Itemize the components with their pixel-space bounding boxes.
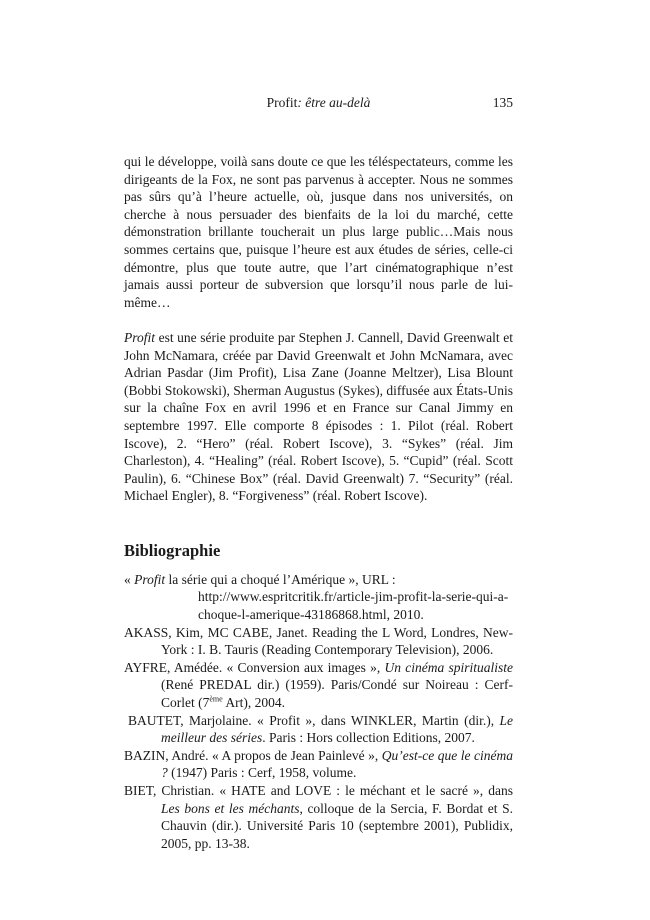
running-title-italic: : être au-delà: [297, 95, 371, 110]
entry-text: «: [124, 571, 135, 587]
entry-text: la série qui a choqué l’Amérique », URL :: [165, 571, 396, 587]
body-paragraph-1: qui le développe, voilà sans doute ce que les téléspectateurs, comme les dirigeants de la Fox, ne sont pas parvenus à accepter. Nous ne sommes pas sûrs qu’à l’heure actuelle, où, jusque dans nos universités, on cherche à nous persuader des bienfaits de la loi du marché, cette démonstration brillante toucherait un plus large public…Mais nous sommes certains que, puisque l’heure est aux études de séries, celle-ci démontre, plus que toute autre, que l’art cinématographique n’est jamais aussi porteur de subversion que lorsqu’il nous parle de lui-même…: [124, 154, 513, 310]
running-header: [124, 94, 513, 112]
entry-italic-title: Profit: [134, 571, 166, 587]
main-text: [124, 153, 513, 852]
entry-text: . Paris : Hors collection Editions, 2007.: [262, 730, 475, 746]
page-number: 135: [492, 95, 513, 110]
bibliography-entry: [124, 782, 513, 852]
entry-superscript: ème: [209, 694, 223, 704]
body-paragraph-2: [124, 329, 513, 505]
entry-text: Art), 2004.: [222, 695, 285, 711]
running-title-roman: Profit: [266, 95, 298, 110]
entry-text: AYFRE, Amédée. « Conversion aux images »,: [124, 659, 385, 675]
entry-text: (1947) Paris : Cerf, 1958, volume.: [167, 765, 357, 781]
running-title: [124, 94, 513, 112]
bibliography-entry: AKASS, Kim, MC CABE, Janet. Reading the L Word, Londres, New-York : I. B. Tauris (Reading Contemporary Television), 2006.: [124, 624, 513, 658]
bibliography-entry: [124, 659, 513, 712]
entry-first-line: [124, 571, 513, 589]
entry-text: BAZIN, André. « A propos de Jean Painlevé »,: [124, 747, 382, 763]
bibliography-heading: Bibliographie: [124, 540, 221, 560]
entry-text: BIET, Christian. « HATE and LOVE : le méchant et le sacré », dans: [124, 783, 513, 798]
entry-text: (René PREDAL dir.) (1959). Paris/Condé sur Noireau : Cerf-Corlet (7: [161, 677, 513, 711]
bibliography-list: [124, 571, 513, 853]
entry-text: BAUTET, Marjolaine. « Profit », dans WINKLER, Martin (dir.),: [128, 712, 500, 728]
entry-italic-title: Un cinéma spiritualiste: [384, 659, 513, 675]
series-title: Profit: [124, 329, 156, 345]
entry-url: http://www.espritcritik.fr/article-jim-profit-la-serie-qui-a-choque-l-amerique-43186868.html, 2010.: [198, 589, 509, 623]
entry-italic-title: Qu’est-ce que le cinéma ?: [161, 747, 513, 781]
bibliography-entry: [124, 571, 513, 624]
bibliography-entry: [124, 747, 513, 782]
entry-italic-title: Les bons et les méchants: [161, 800, 300, 816]
bibliography-entry: [124, 712, 513, 747]
entry-text: , colloque de la Sercia, F. Bordat et S. Chauvin (dir.). Université Paris 10 (septembre 2001), Publidix, 2005, pp. 13-38.: [161, 800, 514, 851]
paragraph-2-text: est une série produite par Stephen J. Cannell, David Greenwalt et John McNamara, créée par David Greenwalt et John McNamara, avec Adrian Pasdar (Jim Profit), Lisa Zane (Joanne Meltzer), Lisa Blount (Bobbi Stokowski), Sherman Augustus (Sykes), diffusée aux États-Unis sur la chaîne Fox en avril 1996 et en France sur Canal Jimmy en septembre 1997. Elle comporte 8 épisodes : 1. Pilot (réal. Robert Iscove), 2. “Hero” (réal. Robert Iscove), 3. “Sykes” (réal. Jim Charleston), 4. “Healing” (réal. Robert Iscove), 5. “Cupid” (réal. Scott Paulin), 6. “Chinese Box” (réal. David Greenwalt) 7. “Security” (réal. Michael Engler), 8. “Forgiveness” (réal. Robert Iscove).: [124, 329, 513, 504]
entry-italic-title: Le meilleur des séries: [161, 712, 513, 746]
